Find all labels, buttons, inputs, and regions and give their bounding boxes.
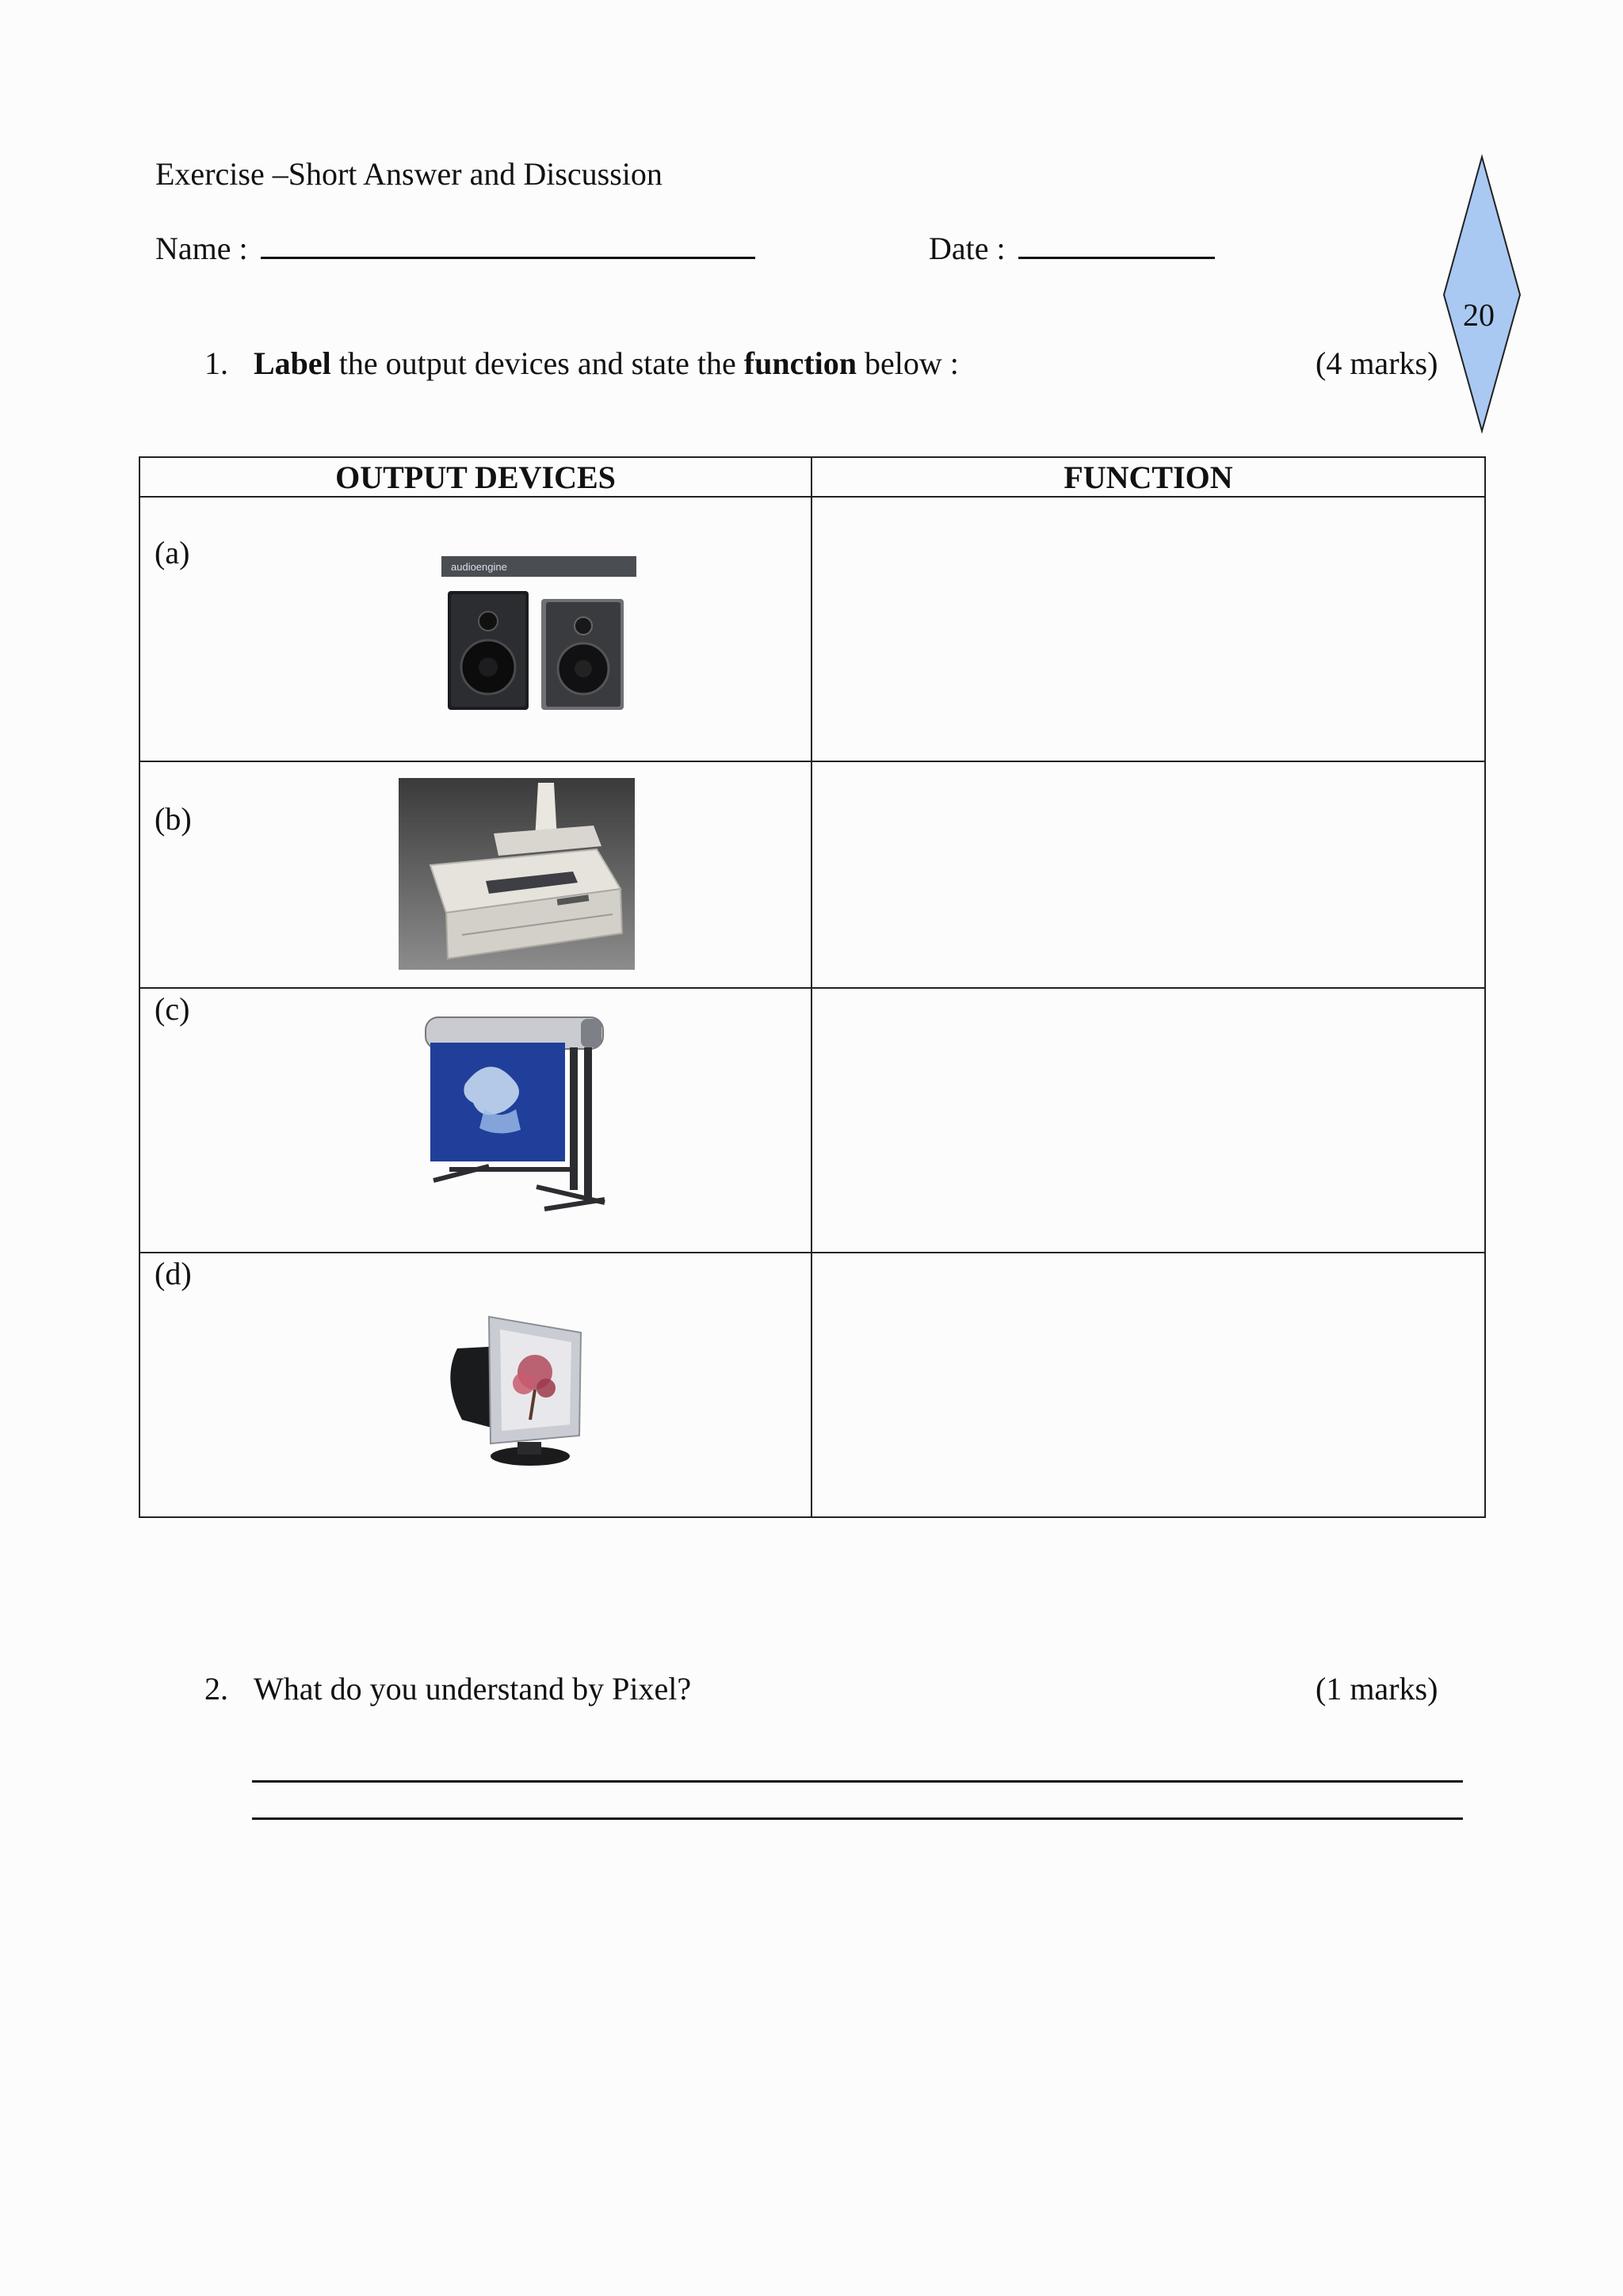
question-1-text: the output devices and state the — [330, 345, 744, 381]
device-cell-c — [139, 988, 812, 1253]
date-label: Date : — [929, 231, 1006, 266]
exercise-title: Exercise –Short Answer and Discussion — [155, 156, 663, 192]
table-row — [139, 988, 1485, 1253]
function-cell-a[interactable] — [812, 497, 1485, 761]
question-2-text: What do you understand by Pixel? — [254, 1671, 692, 1707]
date-field-row — [929, 230, 1215, 267]
row-label-a: (a) — [155, 535, 190, 570]
score-value: 20 — [1463, 297, 1495, 333]
score-diamond-icon — [1438, 151, 1533, 436]
output-devices-table — [139, 456, 1486, 1518]
plotter-icon — [418, 1011, 616, 1222]
row-label-d: (d) — [155, 1256, 192, 1291]
name-label: Name : — [155, 231, 248, 266]
function-cell-b[interactable] — [812, 761, 1485, 988]
question-1-bold-function: function — [743, 345, 857, 381]
function-cell-d[interactable] — [812, 1253, 1485, 1517]
answer-line[interactable] — [252, 1817, 1463, 1820]
question-2 — [204, 1670, 691, 1707]
device-cell-b — [139, 761, 812, 988]
question-2-marks: (1 marks) — [1316, 1671, 1438, 1707]
speakers-banner-text: audioengine — [451, 561, 507, 573]
row-label-b: (b) — [155, 801, 192, 837]
question-1-text-end: below : — [857, 345, 959, 381]
function-cell-c[interactable] — [812, 988, 1485, 1253]
row-label-c: (c) — [155, 991, 190, 1027]
name-field-row — [155, 230, 755, 267]
speakers-icon — [440, 556, 638, 715]
question-1-bold-label: Label — [254, 345, 331, 381]
question-1 — [204, 345, 959, 382]
device-cell-d — [139, 1253, 812, 1517]
table-header-row — [139, 457, 1485, 497]
header-function: FUNCTION — [812, 457, 1485, 497]
header-output-devices: OUTPUT DEVICES — [139, 457, 812, 497]
question-1-number: 1. — [204, 345, 228, 381]
question-1-marks: (4 marks) — [1316, 345, 1438, 381]
table-row — [139, 761, 1485, 988]
date-blank[interactable] — [1018, 233, 1215, 259]
answer-line[interactable] — [252, 1780, 1463, 1783]
device-cell-a — [139, 497, 812, 761]
name-blank[interactable] — [261, 233, 755, 259]
crt-monitor-icon — [441, 1301, 600, 1475]
dot-matrix-printer-icon — [399, 778, 635, 970]
question-2-number: 2. — [204, 1671, 228, 1707]
table-row — [139, 497, 1485, 761]
table-row — [139, 1253, 1485, 1517]
